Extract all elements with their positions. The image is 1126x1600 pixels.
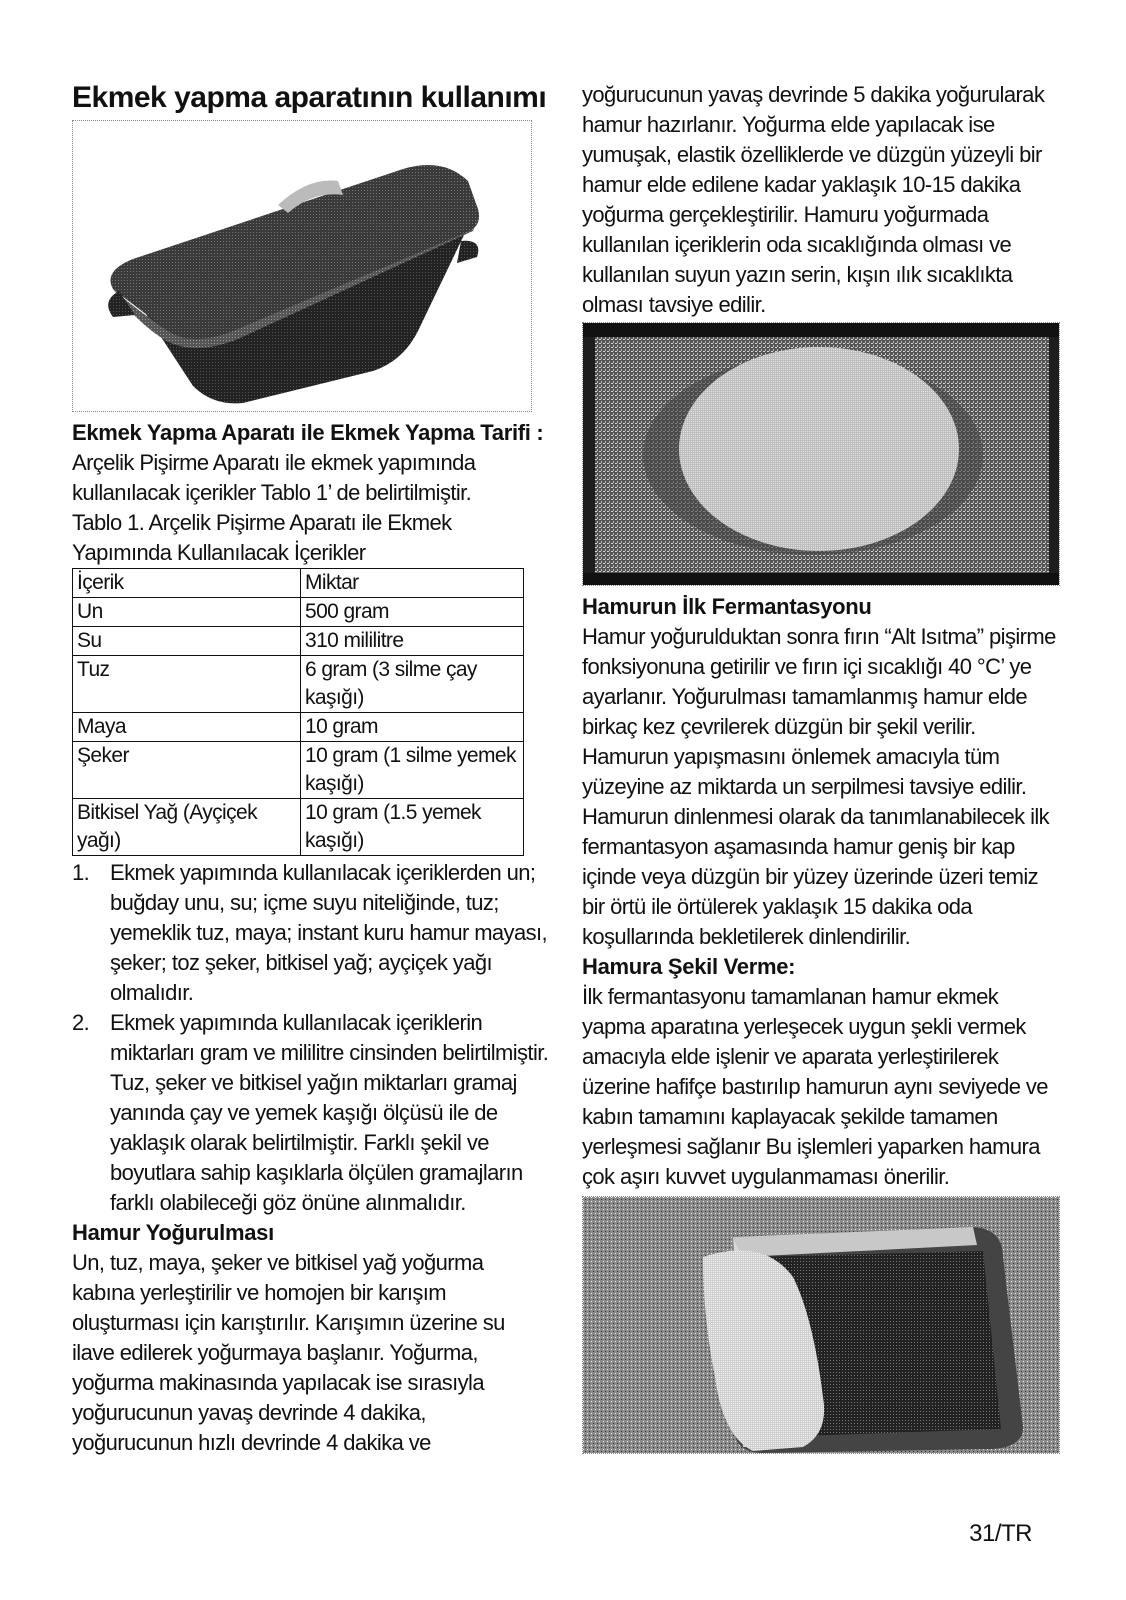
table-row — [73, 598, 524, 627]
kneading-text-left: Un, tuz, maya, şeker ve bitkisel yağ yoğurma kabına yerleştirilir ve homojen bir karışım oluşturması için karıştırılır. Karışımın üzerine su ilave edilerek yoğurmaya başlanır. Yoğurma, yoğurma makinasında yapılacak ise sırasıyla yoğurucunun yavaş devrinde 4 dakika, yoğurucunun hızlı devrinde 4 dakika ve — [72, 1250, 505, 1455]
table-cell: Bitkisel Yağ (Ayçiçek yağı) — [73, 799, 301, 856]
notes-list — [72, 858, 550, 1218]
table-row — [73, 656, 524, 713]
table-cell: Maya — [73, 713, 301, 742]
fermentation-text-1: Hamur yoğurulduktan sonra fırın “Alt Isıtma” pişirme fonksiyonuna getirilir ve fırın içi sıcaklığı 40 °C’ ye ayarlanır. Yoğurulması tamamlanmış hamur elde birkaç kez çevrilerek düzgün bir şekil verilir. Hamurun yapışmasını önlemek amacıyla tüm yüzeyine az miktarda un serpilmesi tavsiye edilir. — [582, 624, 1056, 799]
table-caption: Tablo 1. Arçelik Pişirme Aparatı ile Ekmek Yapımında Kullanılacak İçerikler — [72, 510, 452, 565]
dough-ball-image — [582, 322, 1060, 586]
table-row — [73, 627, 524, 656]
left-column — [72, 78, 550, 1458]
table-header-row — [73, 569, 524, 598]
kneading-heading: Hamur Yoğurulması — [72, 1220, 274, 1245]
table-cell: Un — [73, 598, 301, 627]
dough-in-pan-image — [582, 1196, 1060, 1454]
table-cell: 500 gram — [301, 598, 524, 627]
table-cell: 10 gram — [301, 713, 524, 742]
table-cell: 10 gram (1.5 yemek kaşığı) — [301, 799, 524, 856]
table-cell: Şeker — [73, 742, 301, 799]
fermentation-text-2: Hamurun dinlenmesi olarak da tanımlanabilecek ilk fermantasyon aşamasında hamur geniş bir kap içinde veya düzgün bir yüzey üzerinde üzeri temiz bir örtü ile örtülerek yaklaşık 15 dakika oda koşullarında bekletilerek dinlendirilir. — [582, 804, 1050, 949]
list-item-number: 2. — [72, 1010, 90, 1035]
dough-ball-photo — [583, 323, 1060, 586]
bread-pan-illustration — [73, 121, 532, 412]
table-row — [73, 799, 524, 856]
recipe-intro: Arçelik Pişirme Aparatı ile ekmek yapımında kullanılacak içerikler Tablo 1’ de belirtilmiştir. — [72, 450, 476, 505]
shaping-heading: Hamura Şekil Verme: — [582, 954, 796, 979]
recipe-heading: Ekmek Yapma Aparatı ile Ekmek Yapma Tarifi : — [72, 420, 544, 445]
fermentation-heading: Hamurun İlk Fermantasyonu — [582, 594, 872, 619]
list-item-number: 1. — [72, 860, 90, 885]
table-row — [73, 713, 524, 742]
page-title: Ekmek yapma aparatının kullanımı — [72, 81, 547, 114]
table-cell: 6 gram (3 silme çay kaşığı) — [301, 656, 524, 713]
table-header-amount: Miktar — [301, 569, 524, 598]
shaping-text: İlk fermantasyonu tamamlanan hamur ekmek yapma aparatına yerleşecek uygun şekli vermek amacıyla elde işlenir ve aparata yerleştirilerek üzerine hafifçe bastırılıp hamurun aynı seviyede ve kabın tamamını kaplayacak şekilde tamamen yerleşmesi sağlanır Bu işlemleri yaparken hamura çok aşırı kuvvet uygulanmaması önerilir. — [582, 984, 1048, 1189]
list-item-text: Ekmek yapımında kullanılacak içeriklerin miktarları gram ve mililitre cinsinden belirtilmiştir. Tuz, şeker ve bitkisel yağın miktarları gramaj yanında çay ve yemek kaşığı ölçüsü ile de yaklaşık olarak belirtilmiştir. Farklı şekil ve boyutlara sahip kaşıklarla ölçülen gramajların farklı olabileceği göz önüne alınmalıdır. — [110, 1010, 549, 1215]
table-row — [73, 742, 524, 799]
bread-maker-loaf-image — [72, 120, 532, 412]
table-cell: 310 mililitre — [301, 627, 524, 656]
page-number: 31/TR — [969, 1520, 1032, 1547]
right-column — [582, 80, 1060, 1454]
list-item — [72, 858, 550, 1008]
list-item — [72, 1008, 550, 1218]
list-item-text: Ekmek yapımında kullanılacak içeriklerden un; buğday unu, su; içme suyu niteliğinde, tuz; yemeklik tuz, maya; instant kuru hamur mayası, şeker; toz şeker, bitkisel yağ; ayçiçek yağı olmalıdır. — [110, 860, 548, 1005]
table-cell: 10 gram (1 silme yemek kaşığı) — [301, 742, 524, 799]
table-header-ingredient: İçerik — [73, 569, 301, 598]
table-cell: Su — [73, 627, 301, 656]
dough-in-pan-photo — [583, 1197, 1060, 1454]
kneading-text-right: yoğurucunun yavaş devrinde 5 dakika yoğurularak hamur hazırlanır. Yoğurma elde yapılacak ise yumuşak, elastik özelliklerde ve düzgün yüzeyli bir hamur elde edilene kadar yaklaşık 10-15 dakika yoğurma gerçekleştirilir. Hamuru yoğurmada kullanılan içeriklerin oda sıcaklığında olması ve kullanılan suyun yazın serin, kışın ılık sıcaklıkta olması tavsiye edilir. — [582, 82, 1045, 317]
table-cell: Tuz — [73, 656, 301, 713]
ingredients-table — [72, 568, 524, 856]
